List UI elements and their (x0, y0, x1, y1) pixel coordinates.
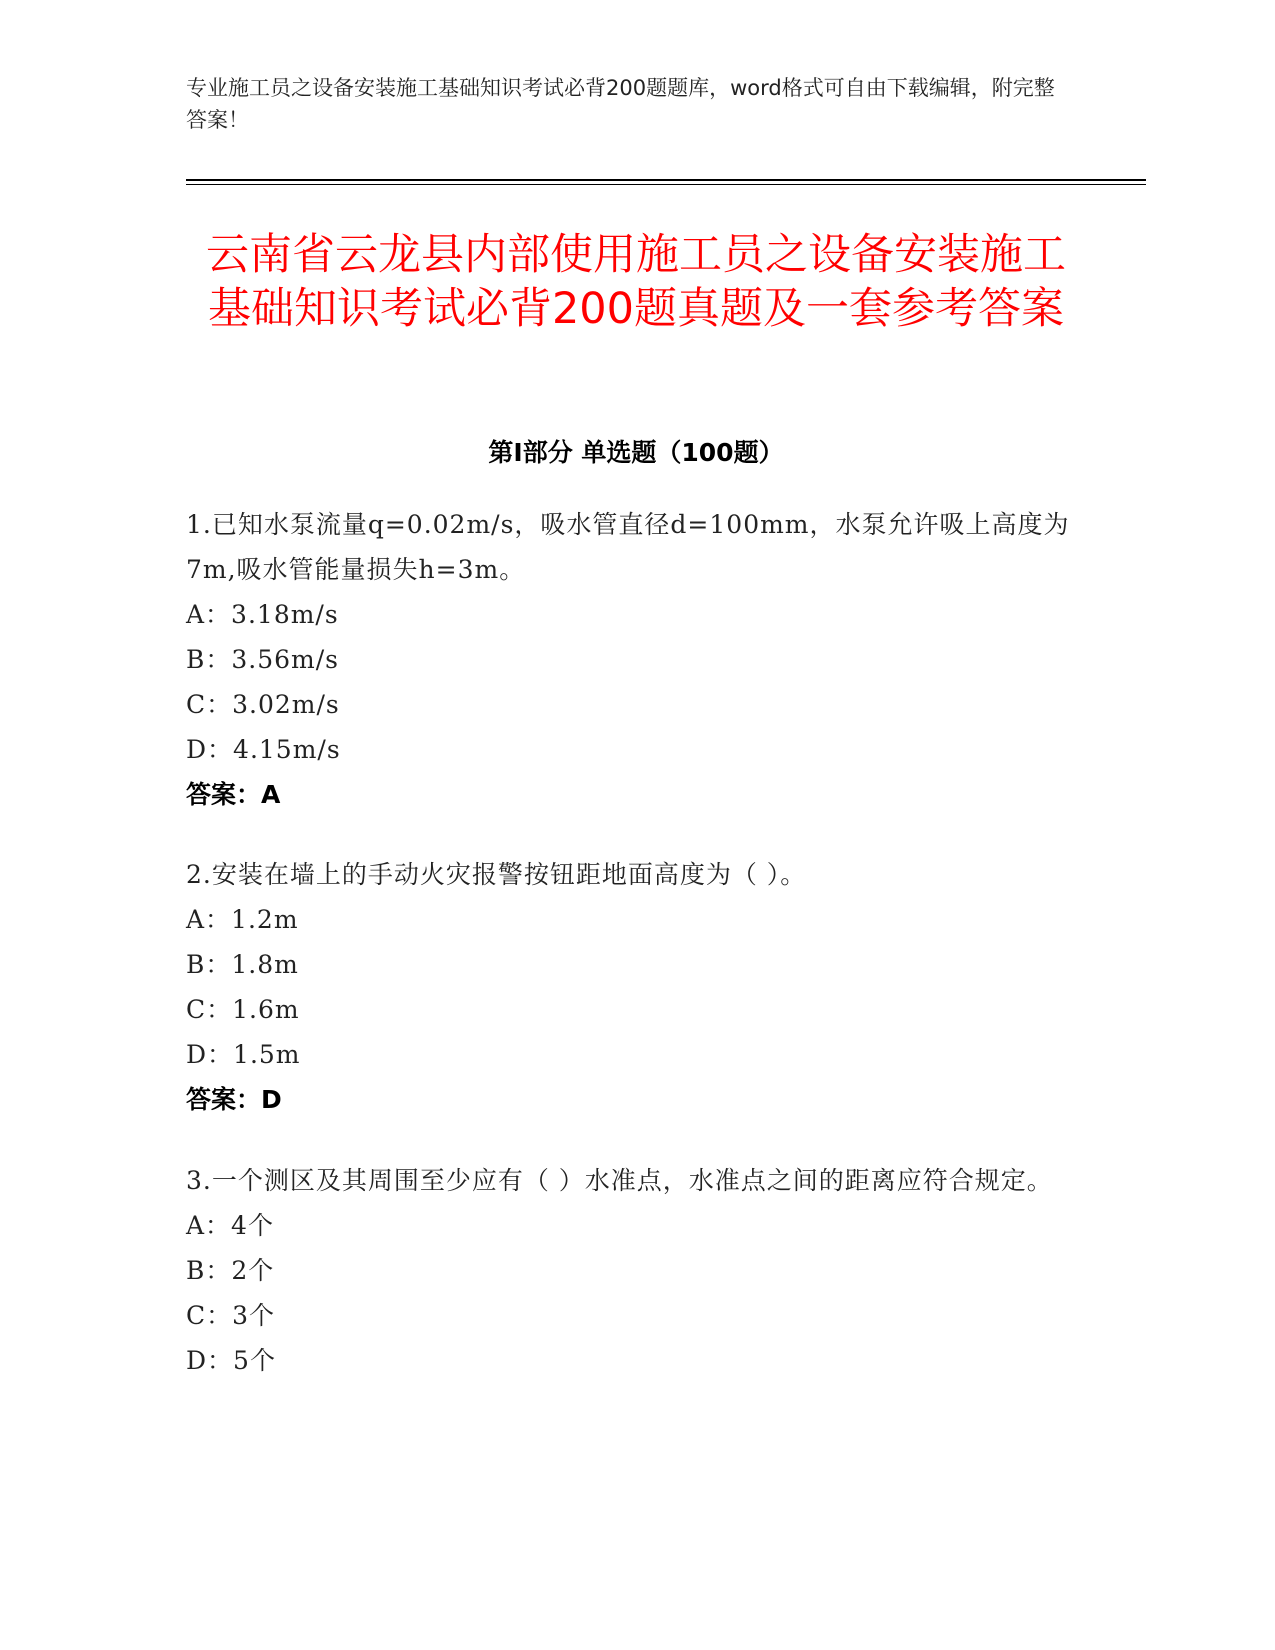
header-note: 专业施工员之设备安装施工基础知识考试必背200题题库，word格式可自由下载编辑，附完整答案！ (186, 76, 1055, 132)
option-d: D：4.15m/s (186, 735, 341, 764)
option-d: D：1.5m (186, 1040, 301, 1069)
question-1 (186, 502, 1076, 817)
question-2 (186, 852, 1076, 1122)
question-stem: 2.安装在墙上的手动火灾报警按钮距地面高度为（ ）。 (186, 860, 807, 889)
answer-line (186, 772, 1076, 817)
question-stem: 1.已知水泵流量q=0.02m/s，吸水管直径d=100mm，水泵允许吸上高度为7m,吸水管能量损失h=3m。 (186, 510, 1070, 584)
option-a: A：1.2m (186, 905, 299, 934)
answer-value: A (261, 780, 281, 809)
option-c: C：1.6m (186, 995, 300, 1024)
answer-value: D (261, 1085, 282, 1114)
answer-label: 答案： (186, 780, 262, 809)
option-c: C：3.02m/s (186, 690, 340, 719)
option-a: A：4个 (186, 1211, 274, 1240)
question-3 (186, 1158, 1076, 1383)
answer-line (186, 1077, 1076, 1122)
header-divider-thick (186, 179, 1146, 181)
option-a: A：3.18m/s (186, 600, 339, 629)
answer-label: 答案： (186, 1085, 262, 1114)
option-d: D：5个 (186, 1346, 276, 1375)
option-b: B：2个 (186, 1256, 275, 1285)
header-divider-thin (186, 184, 1146, 185)
question-stem: 3.一个测区及其周围至少应有（ ）水准点，水准点之间的距离应符合规定。 (186, 1166, 1053, 1195)
option-b: B：3.56m/s (186, 645, 339, 674)
document-title: 云南省云龙县内部使用施工员之设备安装施工基础知识考试必背200题真题及一套参考答案 (206, 230, 1066, 334)
section-heading: 第I部分 单选题（100题） (488, 438, 784, 467)
option-b: B：1.8m (186, 950, 299, 979)
option-c: C：3个 (186, 1301, 276, 1330)
